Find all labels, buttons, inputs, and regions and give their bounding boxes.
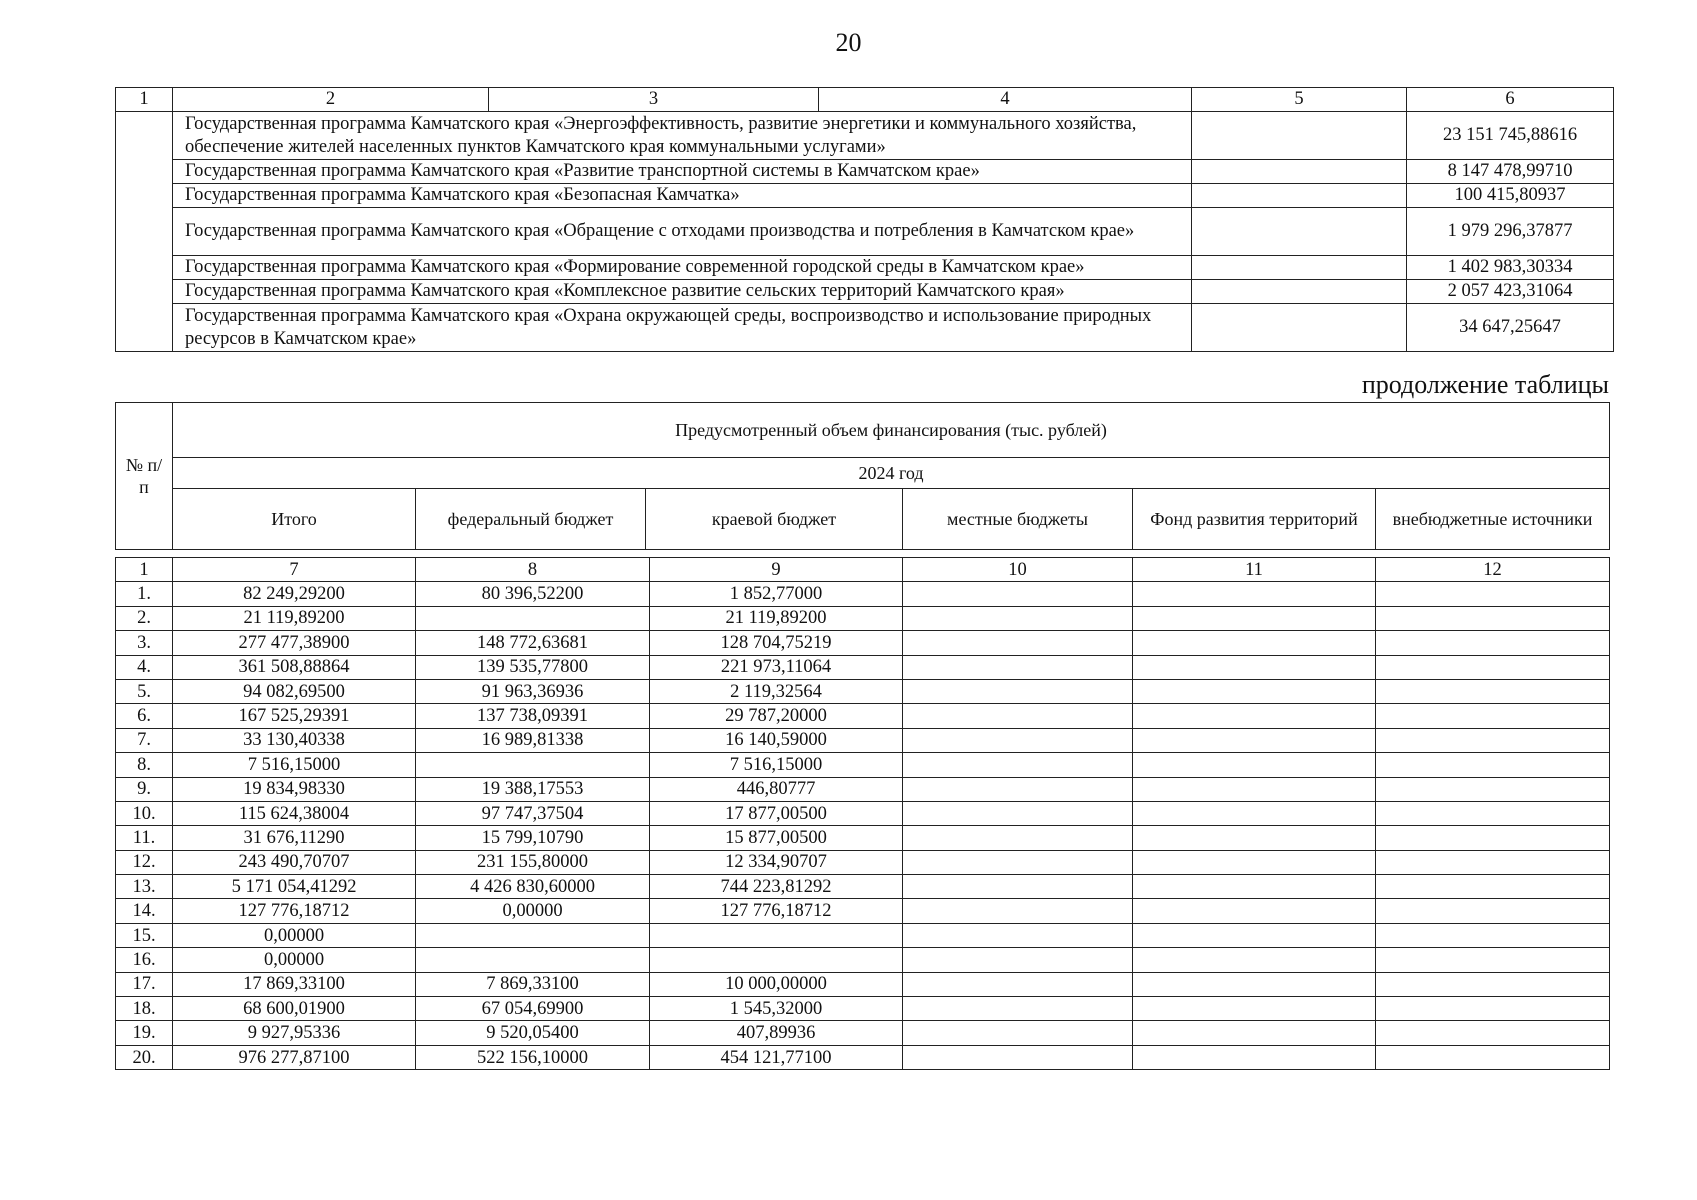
program-name-cell: Государственная программа Камчатского края «Энергоэффективность, развитие энергетики и коммунального хозяйства, обеспечение жителей населенных пунктов Камчатского края коммунальными услугами»	[173, 112, 1192, 160]
row-number-cell: 5.	[116, 679, 173, 703]
row-number-cell: 11.	[116, 826, 173, 850]
row-number-cell: 16.	[116, 948, 173, 972]
program-name-cell: Государственная программа Камчатского края «Комплексное развитие сельских территорий Камчатского края»	[173, 280, 1192, 304]
column-number-cell: 6	[1407, 88, 1614, 112]
program-value-cell: 34 647,25647	[1407, 304, 1614, 352]
value-cell: 7 516,15000	[650, 753, 903, 777]
value-cell	[903, 582, 1133, 606]
value-cell: 68 600,01900	[173, 997, 416, 1021]
value-cell	[1376, 631, 1610, 655]
value-cell: 12 334,90707	[650, 850, 903, 874]
value-cell: 31 676,11290	[173, 826, 416, 850]
value-cell: 522 156,10000	[416, 1045, 650, 1069]
value-cell: 361 508,88864	[173, 655, 416, 679]
row-number-cell: 13.	[116, 875, 173, 899]
value-cell: 127 776,18712	[173, 899, 416, 923]
value-cell	[1376, 997, 1610, 1021]
program-name-cell: Государственная программа Камчатского края «Формирование современной городской среды в Камчатском крае»	[173, 256, 1192, 280]
value-cell	[903, 753, 1133, 777]
column-number-cell: 1	[116, 88, 173, 112]
value-cell: 16 140,59000	[650, 728, 903, 752]
row-number-cell: 19.	[116, 1021, 173, 1045]
row-number-cell: 8.	[116, 753, 173, 777]
row-number-cell: 7.	[116, 728, 173, 752]
value-cell: 139 535,77800	[416, 655, 650, 679]
value-cell	[903, 850, 1133, 874]
row-number-cell: 1.	[116, 582, 173, 606]
table-row	[116, 704, 1610, 728]
row-number-cell: 18.	[116, 997, 173, 1021]
value-cell: 137 738,09391	[416, 704, 650, 728]
funding-table	[115, 557, 1610, 1070]
column-number-cell: 1	[116, 558, 173, 582]
value-cell: 1 852,77000	[650, 582, 903, 606]
value-cell: 115 624,38004	[173, 801, 416, 825]
value-cell	[1133, 655, 1376, 679]
column-header: Фонд развития территорий	[1133, 489, 1376, 550]
empty-cell	[116, 112, 173, 352]
value-cell: 9 927,95336	[173, 1021, 416, 1045]
table-row	[116, 923, 1610, 947]
column-number-row	[116, 88, 1614, 112]
value-cell: 7 869,33100	[416, 972, 650, 996]
value-cell	[903, 899, 1133, 923]
value-cell: 5 171 054,41292	[173, 875, 416, 899]
empty-cell	[1192, 304, 1407, 352]
table-row	[116, 972, 1610, 996]
table-row	[116, 948, 1610, 972]
value-cell: 15 799,10790	[416, 826, 650, 850]
row-number-cell: 4.	[116, 655, 173, 679]
value-cell: 0,00000	[173, 923, 416, 947]
table-row	[116, 112, 1614, 160]
table-row	[116, 801, 1610, 825]
row-number-cell: 12.	[116, 850, 173, 874]
value-cell	[1133, 582, 1376, 606]
table-row	[116, 631, 1610, 655]
column-number-cell: 10	[903, 558, 1133, 582]
value-cell	[903, 777, 1133, 801]
value-cell: 744 223,81292	[650, 875, 903, 899]
value-cell	[1376, 753, 1610, 777]
table-row	[116, 655, 1610, 679]
column-header: краевой бюджет	[646, 489, 903, 550]
continuation-label: продолжение таблицы	[1361, 370, 1609, 399]
value-cell: 21 119,89200	[650, 606, 903, 630]
program-name-cell: Государственная программа Камчатского края «Развитие транспортной системы в Камчатском крае»	[173, 160, 1192, 184]
value-cell	[903, 923, 1133, 947]
column-number-cell: 3	[489, 88, 819, 112]
value-cell: 1 545,32000	[650, 997, 903, 1021]
value-cell: 4 426 830,60000	[416, 875, 650, 899]
value-cell	[903, 655, 1133, 679]
value-cell	[903, 1045, 1133, 1069]
year-header: 2024 год	[173, 458, 1610, 489]
column-number-cell: 5	[1192, 88, 1407, 112]
value-cell	[1133, 899, 1376, 923]
value-cell: 67 054,69900	[416, 997, 650, 1021]
value-cell	[903, 875, 1133, 899]
table-row	[116, 875, 1610, 899]
column-number-cell: 11	[1133, 558, 1376, 582]
value-cell	[903, 972, 1133, 996]
value-cell	[1376, 606, 1610, 630]
value-cell	[903, 704, 1133, 728]
program-name-cell: Государственная программа Камчатского края «Охрана окружающей среды, воспроизводство и использование природных ресурсов в Камчатском крае»	[173, 304, 1192, 352]
row-number-cell: 14.	[116, 899, 173, 923]
value-cell	[1133, 875, 1376, 899]
value-cell	[1376, 972, 1610, 996]
value-cell	[903, 1021, 1133, 1045]
value-cell	[1133, 972, 1376, 996]
value-cell: 80 396,52200	[416, 582, 650, 606]
value-cell	[903, 997, 1133, 1021]
empty-cell	[1192, 256, 1407, 280]
value-cell	[1376, 923, 1610, 947]
funding-table-header	[115, 402, 1610, 550]
value-cell	[903, 826, 1133, 850]
column-number-cell: 2	[173, 88, 489, 112]
column-header: местные бюджеты	[903, 489, 1133, 550]
empty-cell	[1192, 112, 1407, 160]
program-name-cell: Государственная программа Камчатского края «Безопасная Камчатка»	[173, 184, 1192, 208]
value-cell: 15 877,00500	[650, 826, 903, 850]
funding-volume-header: Предусмотренный объем финансирования (тыс. рублей)	[173, 403, 1610, 458]
value-cell	[650, 948, 903, 972]
value-cell	[1376, 801, 1610, 825]
value-cell: 33 130,40338	[173, 728, 416, 752]
value-cell: 94 082,69500	[173, 679, 416, 703]
value-cell: 277 477,38900	[173, 631, 416, 655]
value-cell	[1133, 753, 1376, 777]
table-row	[116, 679, 1610, 703]
value-cell: 167 525,29391	[173, 704, 416, 728]
value-cell	[650, 923, 903, 947]
column-header: федеральный бюджет	[416, 489, 646, 550]
empty-cell	[1192, 280, 1407, 304]
value-cell	[1376, 1045, 1610, 1069]
value-cell	[1133, 850, 1376, 874]
value-cell	[903, 606, 1133, 630]
value-cell: 16 989,81338	[416, 728, 650, 752]
table-row	[116, 753, 1610, 777]
programs-table	[115, 87, 1614, 352]
value-cell: 9 520,05400	[416, 1021, 650, 1045]
value-cell: 231 155,80000	[416, 850, 650, 874]
value-cell	[1376, 948, 1610, 972]
value-cell	[1376, 850, 1610, 874]
table-row	[116, 899, 1610, 923]
value-cell	[1133, 1021, 1376, 1045]
table-row	[116, 777, 1610, 801]
value-cell	[1376, 582, 1610, 606]
value-cell	[1133, 631, 1376, 655]
program-value-cell: 2 057 423,31064	[1407, 280, 1614, 304]
table-row	[116, 850, 1610, 874]
value-cell: 243 490,70707	[173, 850, 416, 874]
row-number-cell: 15.	[116, 923, 173, 947]
value-cell	[1133, 923, 1376, 947]
column-header: внебюджетные источники	[1376, 489, 1610, 550]
value-cell	[903, 948, 1133, 972]
value-cell	[1133, 679, 1376, 703]
page-number: 20	[835, 28, 862, 57]
program-value-cell: 1 402 983,30334	[1407, 256, 1614, 280]
table-row	[116, 1021, 1610, 1045]
value-cell: 17 869,33100	[173, 972, 416, 996]
value-cell: 976 277,87100	[173, 1045, 416, 1069]
program-value-cell: 23 151 745,88616	[1407, 112, 1614, 160]
value-cell	[1133, 728, 1376, 752]
table-row	[116, 997, 1610, 1021]
value-cell: 407,89936	[650, 1021, 903, 1045]
value-cell: 82 249,29200	[173, 582, 416, 606]
value-cell	[1133, 1045, 1376, 1069]
value-cell: 29 787,20000	[650, 704, 903, 728]
empty-cell	[1192, 160, 1407, 184]
value-cell	[903, 679, 1133, 703]
value-cell	[903, 801, 1133, 825]
column-number-cell: 4	[819, 88, 1192, 112]
table-row	[116, 728, 1610, 752]
value-cell: 0,00000	[173, 948, 416, 972]
value-cell	[1133, 997, 1376, 1021]
value-cell	[1376, 826, 1610, 850]
value-cell	[1376, 728, 1610, 752]
value-cell: 128 704,75219	[650, 631, 903, 655]
value-cell	[1133, 826, 1376, 850]
value-cell: 221 973,11064	[650, 655, 903, 679]
value-cell: 21 119,89200	[173, 606, 416, 630]
column-number-cell: 9	[650, 558, 903, 582]
table-row	[116, 256, 1614, 280]
value-cell: 454 121,77100	[650, 1045, 903, 1069]
table-row	[116, 1045, 1610, 1069]
value-cell	[903, 631, 1133, 655]
value-cell: 19 834,98330	[173, 777, 416, 801]
value-cell	[416, 923, 650, 947]
value-cell: 0,00000	[416, 899, 650, 923]
row-number-cell: 17.	[116, 972, 173, 996]
value-cell	[1376, 777, 1610, 801]
table-row	[116, 606, 1610, 630]
column-number-row	[116, 558, 1610, 582]
row-number-cell: 3.	[116, 631, 173, 655]
value-cell: 2 119,32564	[650, 679, 903, 703]
value-cell	[1376, 875, 1610, 899]
program-value-cell: 100 415,80937	[1407, 184, 1614, 208]
table-row	[116, 184, 1614, 208]
table-row	[116, 280, 1614, 304]
program-value-cell: 1 979 296,37877	[1407, 208, 1614, 256]
column-number-cell: 12	[1376, 558, 1610, 582]
value-cell	[1133, 606, 1376, 630]
value-cell: 148 772,63681	[416, 631, 650, 655]
value-cell	[1133, 801, 1376, 825]
value-cell: 19 388,17553	[416, 777, 650, 801]
table-row	[116, 304, 1614, 352]
row-number-cell: 6.	[116, 704, 173, 728]
value-cell	[1376, 655, 1610, 679]
value-cell	[1133, 704, 1376, 728]
table-row	[116, 826, 1610, 850]
value-cell	[1133, 948, 1376, 972]
value-cell: 97 747,37504	[416, 801, 650, 825]
column-number-cell: 7	[173, 558, 416, 582]
row-number-cell: 9.	[116, 777, 173, 801]
value-cell	[416, 948, 650, 972]
value-cell	[1376, 704, 1610, 728]
column-number-cell: 8	[416, 558, 650, 582]
value-cell	[1376, 1021, 1610, 1045]
table-row	[116, 208, 1614, 256]
value-cell: 91 963,36936	[416, 679, 650, 703]
row-number-cell: 20.	[116, 1045, 173, 1069]
row-number-cell: 10.	[116, 801, 173, 825]
value-cell	[903, 728, 1133, 752]
value-cell: 127 776,18712	[650, 899, 903, 923]
table-row	[116, 582, 1610, 606]
value-cell	[416, 753, 650, 777]
program-name-cell: Государственная программа Камчатского края «Обращение с отходами производства и потребления в Камчатском крае»	[173, 208, 1192, 256]
value-cell: 17 877,00500	[650, 801, 903, 825]
empty-cell	[1192, 208, 1407, 256]
value-cell: 446,80777	[650, 777, 903, 801]
empty-cell	[1192, 184, 1407, 208]
value-cell: 10 000,00000	[650, 972, 903, 996]
value-cell	[416, 606, 650, 630]
table-row	[116, 160, 1614, 184]
value-cell: 7 516,15000	[173, 753, 416, 777]
value-cell	[1133, 777, 1376, 801]
program-value-cell: 8 147 478,99710	[1407, 160, 1614, 184]
column-header: Итого	[173, 489, 416, 550]
value-cell	[1376, 899, 1610, 923]
number-header: № п/п	[116, 403, 173, 550]
row-number-cell: 2.	[116, 606, 173, 630]
value-cell	[1376, 679, 1610, 703]
